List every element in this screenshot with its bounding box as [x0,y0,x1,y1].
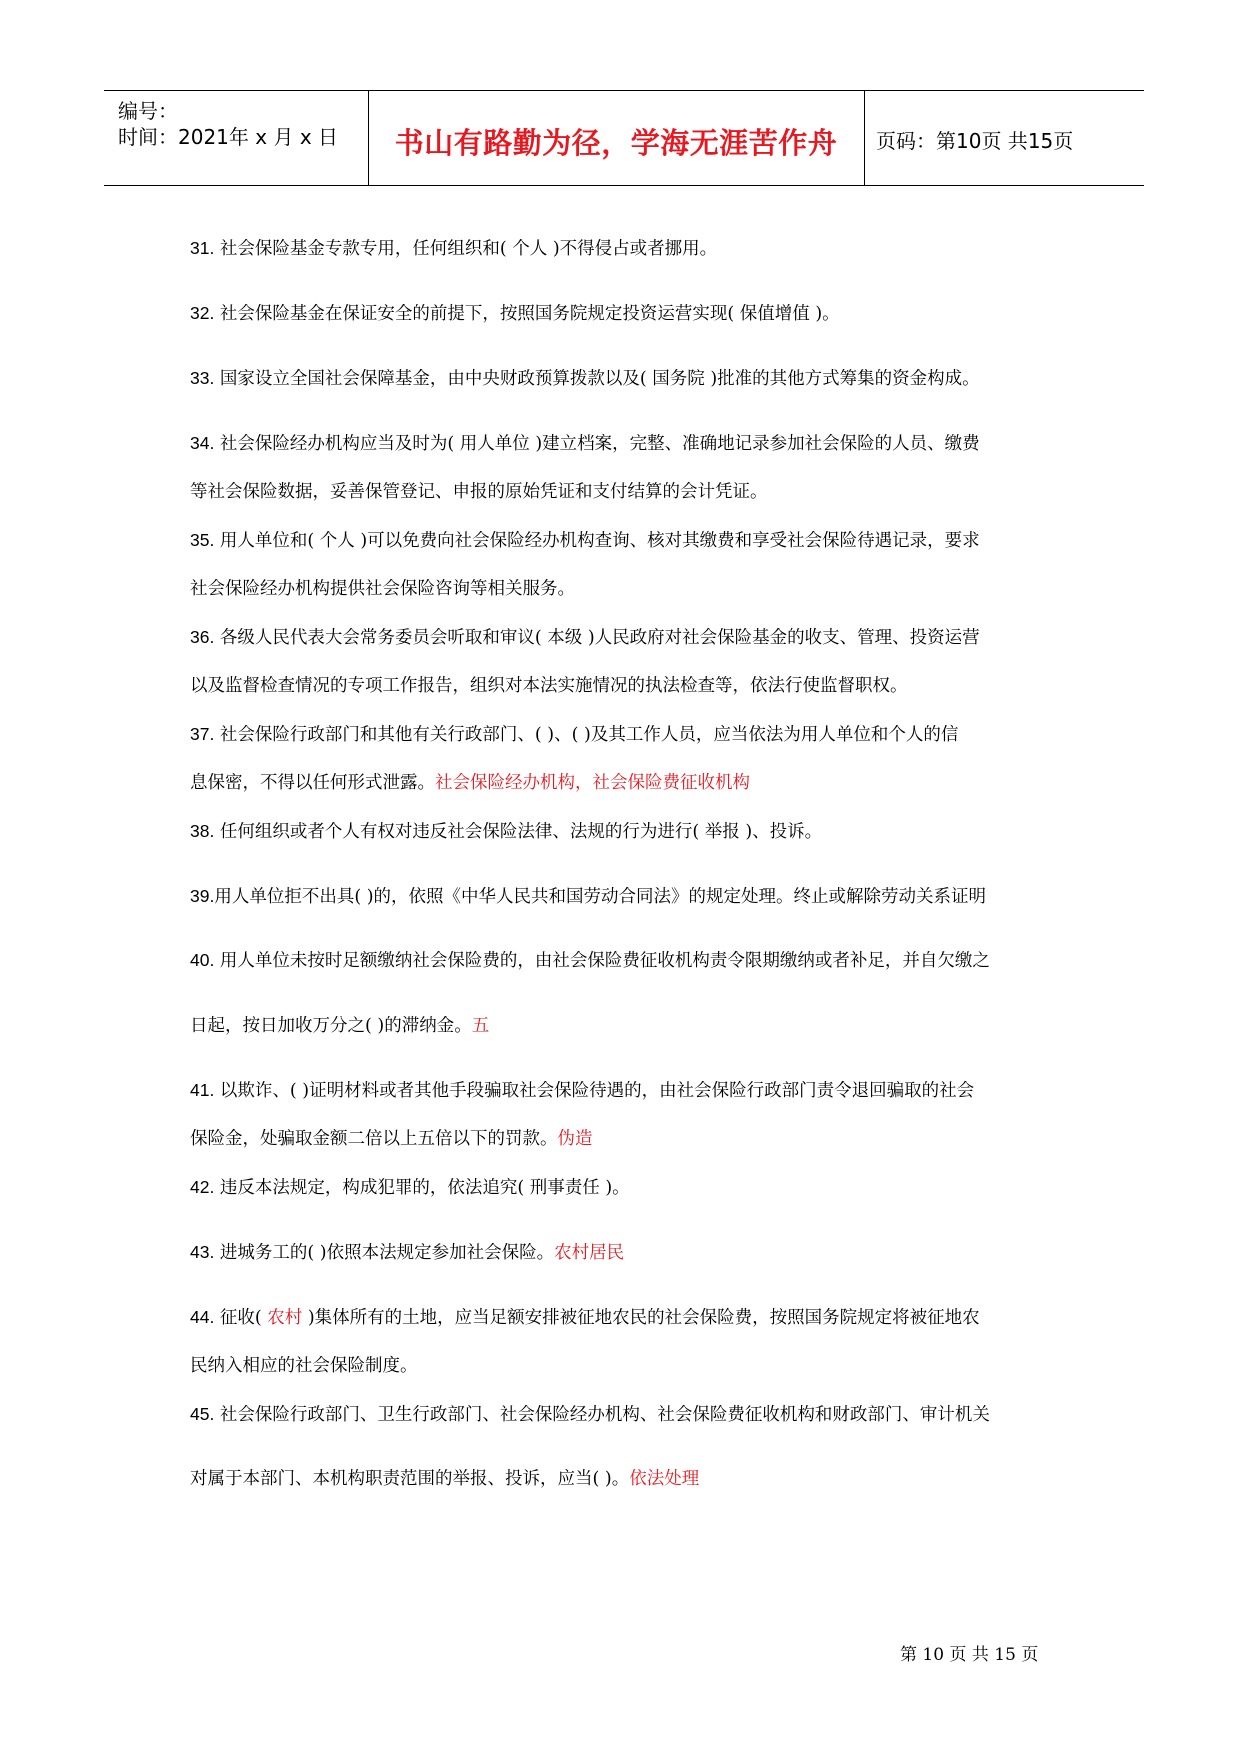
question-37: 37. 社会保险行政部门和其他有关行政部门、( )、( )及其工作人员，应当依法为用人单位和个人的信 [190,724,959,745]
page-footer: 第 10 页 共 15 页 [900,1645,1039,1665]
question-36-cont: 以及监督检查情况的专项工作报告，组织对本法实施情况的执法检查等，依法行使监督职权。 [190,676,908,696]
question-34-cont: 等社会保险数据，妥善保管登记、申报的原始凭证和支付结算的会计凭证。 [190,482,768,502]
time-line [118,121,338,150]
motto: 书山有路勤为径，学海无涯苦作舟 [394,126,838,160]
time-year: 2021 [178,125,229,149]
question-34: 34. 社会保险经办机构应当及时为( 用人单位 )建立档案，完整、准确地记录参加社会保险的人员、缴费 [190,433,980,454]
question-37-cont: 息保密，不得以任何形式泄露。社会保险经办机构，社会保险费征收机构 [190,773,750,793]
question-45-cont: 对属于本部门、本机构职责范围的举报、投诉，应当( )。依法处理 [190,1469,700,1489]
header-page-cell [864,91,1144,185]
question-40-cont: 日起，按日加收万分之( )的滞纳金。五 [190,1016,490,1036]
answer: 依法处理 [629,1469,700,1489]
question-32: 32. 社会保险基金在保证安全的前提下，按照国务院规定投资运营实现( 保值增值 )。 [190,303,840,324]
header-page-number [876,125,1073,154]
page-label: 页码：第 [876,129,956,153]
question-43: 43. 进城务工的( )依照本法规定参加社会保险。农村居民 [190,1242,625,1263]
question-31: 31. 社会保险基金专款专用，任何组织和( 个人 )不得侵占或者挪用。 [190,238,718,259]
answer: 五 [471,1016,490,1036]
time-suffix: 年 x 月 x 日 [228,125,339,149]
question-33: 33. 国家设立全国社会保障基金，由中央财政预算拨款以及( 国务院 )批准的其他方式筹集的资金构成。 [190,368,980,389]
question-35-cont: 社会保险经办机构提供社会保险咨询等相关服务。 [190,579,575,599]
answer: 社会保险经办机构，社会保险费征收机构 [435,773,750,793]
time-label: 时间： [118,125,178,149]
question-42: 42. 违反本法规定，构成犯罪的，依法追究( 刑事责任 )。 [190,1177,630,1198]
question-45: 45. 社会保险行政部门、卫生行政部门、社会保险经办机构、社会保险费征收机构和财政部门、审计机关 [190,1404,990,1425]
page-header [104,90,1144,186]
question-35: 35. 用人单位和( 个人 )可以免费向社会保险经办机构查询、核对其缴费和享受社会保险待遇记录，要求 [190,530,980,551]
question-41-cont: 保险金，处骗取金额二倍以上五倍以下的罚款。伪造 [190,1129,593,1149]
header-meta-cell [104,91,369,185]
answer: 农村居民 [554,1243,625,1263]
question-44: 44. 征收( 农村 )集体所有的土地，应当足额安排被征地农民的社会保险费，按照国务院规定将被征地农 [190,1307,980,1328]
question-36: 36. 各级人民代表大会常务委员会听取和审议( 本级 )人民政府对社会保险基金的收支、管理、投资运营 [190,627,980,648]
serial-label: 编号： [118,99,178,123]
question-44-cont: 民纳入相应的社会保险制度。 [190,1356,418,1376]
answer: 伪造 [557,1129,593,1149]
question-41: 41. 以欺诈、( )证明材料或者其他手段骗取社会保险待遇的，由社会保险行政部门责令退回骗取的社会 [190,1080,975,1101]
question-40: 40. 用人单位未按时足额缴纳社会保险费的，由社会保险费征收机构责令限期缴纳或者补足，并自欠缴之 [190,950,990,971]
page-current: 10 [956,129,982,153]
page-mid: 页 共 [981,129,1028,153]
page-total: 15 [1027,129,1054,153]
question-38: 38. 任何组织或者个人有权对违反社会保险法律、法规的行为进行( 举报 )、投诉。 [190,821,823,842]
page-suffix: 页 [1053,129,1074,153]
header-motto-cell [368,91,865,185]
answer: 农村 [267,1308,303,1328]
question-39: 39.用人单位拒不出具( )的，依照《中华人民共和国劳动合同法》的规定处理。终止或解除劳动关系证明 [190,886,987,907]
